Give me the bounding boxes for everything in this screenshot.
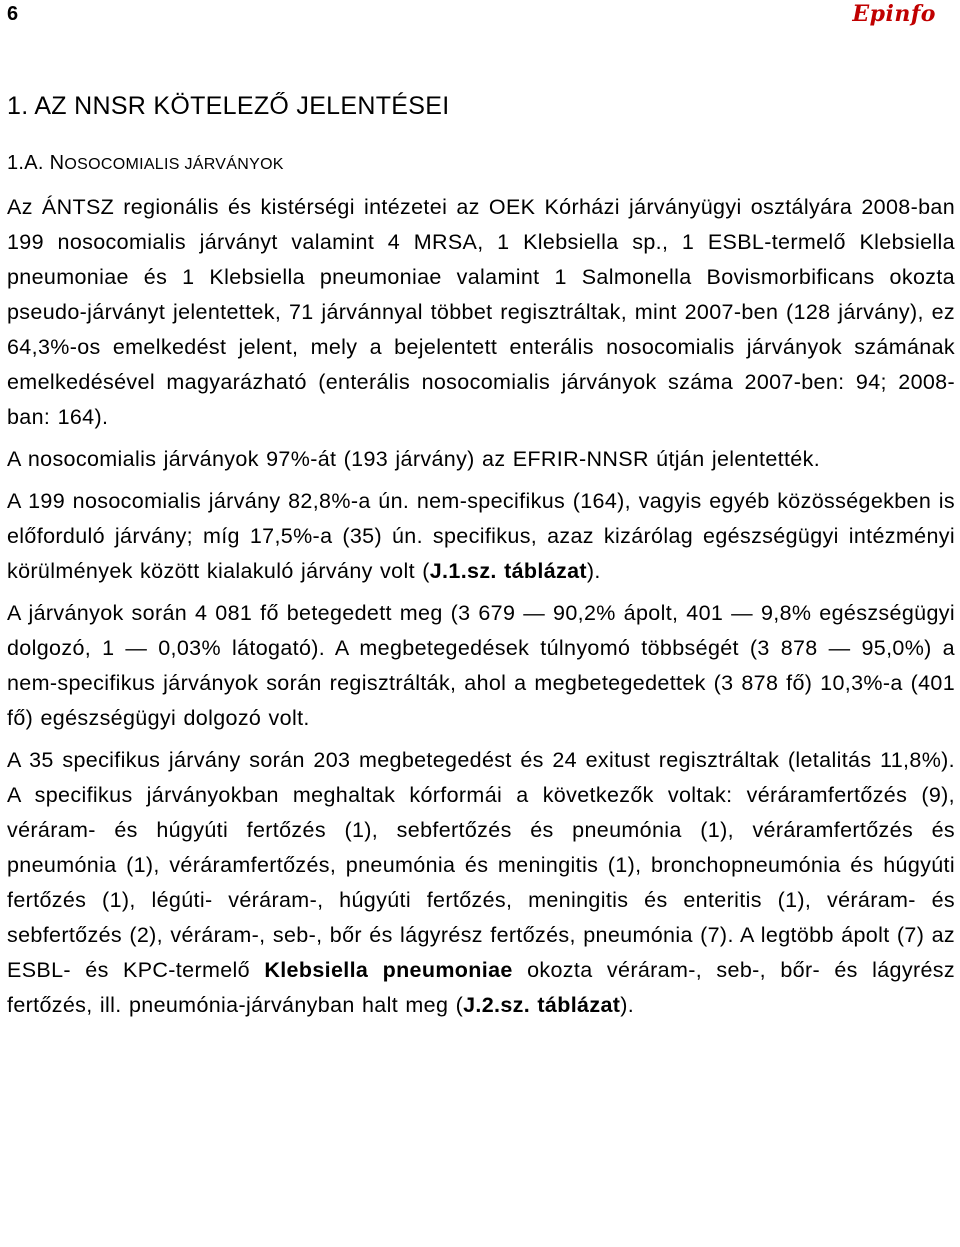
paragraph-5-mid: okozta véráram-, seb-, bőr- és lágyrész fertőzés, ill. pneumónia-járványban halt meg (	[7, 958, 955, 1017]
table-reference-2: J.2.sz. táblázat	[463, 993, 621, 1017]
paragraph-2: A nosocomialis járványok 97%-át (193 járvány) az EFRIR-NNSR útján jelentették.	[7, 447, 821, 471]
page-header	[7, 0, 936, 32]
brand-logo: Epinfo	[852, 1, 936, 27]
paragraph-1: Az ÁNTSZ regionális és kistérségi intézetei az OEK Kórházi járványügyi osztályára 2008-ban 199 nosocomialis járványt valamint 4 MRSA, 1 Klebsiella sp., 1 ESBL-termelő Klebsiella pneumoniae és 1 Klebsiella pneumoniae valamint 1 Salmonella Bovismorbificans okozta pseudo-járványt jelentettek, 71 járvánnyal többet regisztráltak, mint 2007-ben (128 járvány), ez 64,3%-os emelkedést jelent, mely a bejelentett enterális nosocomialis járványok számának emelkedésével magyarázható (enterális nosocomialis járványok száma 2007-ben: 94; 2008-ban: 164).	[7, 195, 955, 429]
paragraph-3	[7, 484, 955, 589]
paragraph-5	[7, 743, 955, 1023]
paragraph-5-end: ).	[620, 993, 635, 1017]
subsection-number: 1.A.	[7, 152, 44, 174]
body-text	[7, 190, 955, 1023]
subsection-rest: OSOCOMIALIS JÁRVÁNYOK	[64, 156, 284, 173]
page-number: 6	[7, 3, 19, 25]
paragraph-3-text: A 199 nosocomialis járvány 82,8%-a ún. nem-specifikus (164), vagyis egyéb közösségekben is előforduló járvány; míg 17,5%-a (35) ún. specifikus, azaz kizárólag egészségügyi intézményi körülmények között kialakuló járvány volt (	[7, 489, 955, 583]
subsection-title	[7, 150, 284, 178]
subsection-first-letter: N	[49, 152, 65, 174]
section-title: 1. AZ NNSR KÖTELEZŐ JELENTÉSEI	[7, 92, 450, 120]
organism-name: Klebsiella pneumoniae	[264, 958, 513, 982]
table-reference-1: J.1.sz. táblázat	[429, 559, 587, 583]
paragraph-5-text: A 35 specifikus járvány során 203 megbetegedést és 24 exitust regisztráltak (letalitás 11,8%). A specifikus járványokban meghaltak kórformái a következők voltak: véráramfertőzés (9), véráram- és húgyúti fertőzés (1), sebfertőzés és pneumónia (1), véráramfertőzés és pneumónia (1), véráramfertőzés, pneumónia és meningitis (1), bronchopneumónia és húgyúti fertőzés (1), légúti- véráram-, húgyúti fertőzés, meningitis és enteritis (1), véráram- és sebfertőzés (2), véráram-, seb-, bőr és lágyrész fertőzés, pneumónia (7). A legtöbb ápolt (7) az ESBL- és KPC-termelő	[7, 748, 955, 982]
paragraph-4: A járványok során 4 081 fő betegedett meg (3 679 — 90,2% ápolt, 401 — 9,8% egészségügyi dolgozó, 1 — 0,03% látogató). A megbetegedések túlnyomó többségét (3 878 — 95,0%) a nem-specifikus járványok során regisztrálták, ahol a megbetegedettek (3 878 fő) 10,3%-a (401 fő) egészségügyi dolgozó volt.	[7, 601, 955, 730]
paragraph-3-end: ).	[586, 559, 601, 583]
